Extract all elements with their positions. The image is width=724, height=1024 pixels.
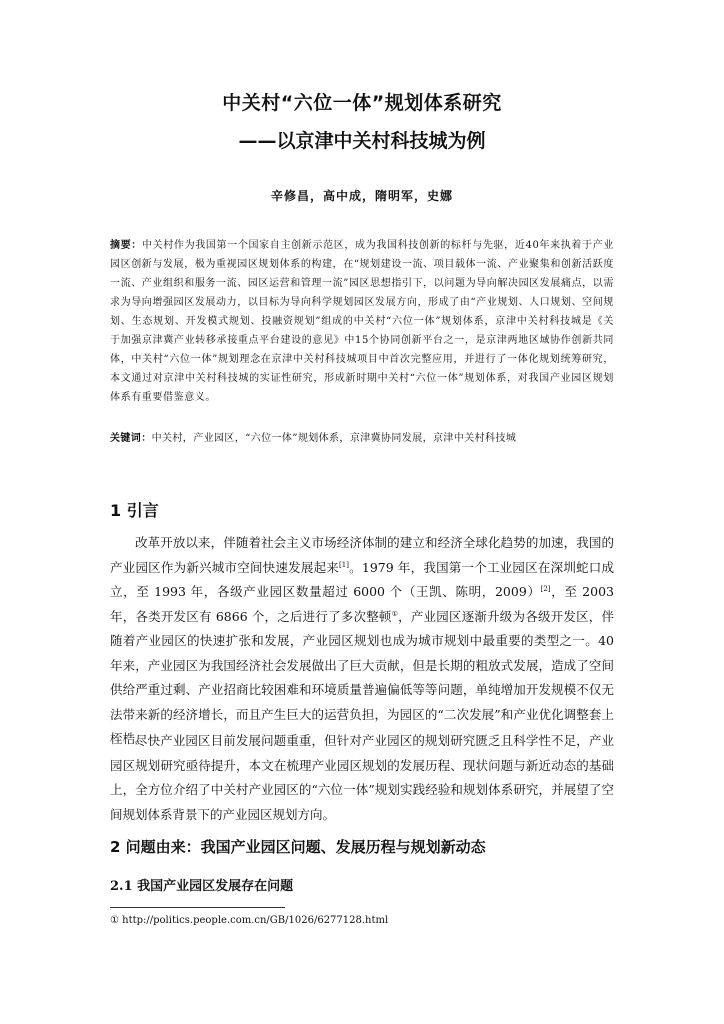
section-1-heading: 1 引言: [110, 501, 159, 520]
footnote-text: ① http://politics.people.com.cn/GB/1026/6277128.html: [110, 915, 389, 926]
section-1-paragraph-2: [110, 729, 614, 827]
author-list: 辛修昌，高中成，隋明军，史娜: [270, 189, 453, 203]
p1-text-a: 改革开放以来，伴随着社会主义市场经济体制的建立和经济全球化趋势的加速，我国的产业园区作为新兴城市空间快速发展起来: [110, 535, 614, 575]
footnote-marker[interactable]: ①: [391, 609, 399, 618]
section-1-paragraph-1: [110, 531, 614, 752]
citation-2[interactable]: [2]: [540, 584, 551, 593]
abstract-text: 中关村作为我国第一个国家自主创新示范区，成为我国科技创新的标杆与先驱，近40年来执着于产业园区创新与发展，极为重视园区规划体系的构建，在“规划建设一流、项目载体一流、产业聚集和创新活跃度一流、产业组织和服务一流、园区运营和管理一流”园区思想指引下，以问题为导向解决园区发展痛点，以需求为导向增强园区发展动力，以目标为导向科学规划园区发展方向，形成了由“产业规划、人口规划、空间规划、生态规划、开发模式规划、投融资规划”组成的中关村“六位一体”规划体系，京津中关村科技城是《关于加强京津冀产业转移承接重点平台建设的意见》中15个协同创新平台之一，是京津两地区域协作创新共同体，中关村“六位一体”规划理念在京津中关村科技城项目中首次完整应用，并进行了一体化规划统筹研究，本文通过对京津中关村科技城的实证性研究，形成新时期中关村“六位一体”规划体系，对我国产业园区规划体系有重要借鉴意义。: [110, 240, 614, 403]
keywords: [110, 429, 614, 448]
abstract-label: 摘要：: [110, 240, 142, 251]
abstract: [110, 236, 614, 407]
section-2-heading: 2 问题由来：我国产业园区问题、发展历程与规划新动态: [110, 838, 486, 856]
section-2-1-heading: 2.1 我国产业园区发展存在问题: [110, 879, 294, 894]
p2-text: 尽快产业园区目前发展问题重重，但针对产业园区的规划研究匮乏且科学性不足，产业园区规划研究亟待提升，本文在梳理产业园区规划的发展历程、现状问题与新近动态的基础上，全方位介绍了中关村产业园区的“六位一体”规划实践经验和规划体系研究，并展望了空间规划体系背景下的产业园区规划方向。: [110, 733, 614, 822]
keywords-text: 中关村，产业园区，“六位一体”规划体系，京津冀协同发展，京津中关村科技城: [151, 433, 517, 444]
paper-subtitle: ——以京津中关村科技城为例: [238, 130, 486, 152]
p1-text-d: ，产业园区逐渐升级为各级开发区，伴随着产业园区的快速扩张和发展，产业园区规划也成为城市规划中最重要的类型之一。40 年来，产业园区为我国经济社会发展做出了巨大贡献，但是长期的粗放式发展，造成了空间供给严重过剩、产业招商比较困难和环境质量普遍偏低等等问题，单纯增加开发规模不仅无法带来新的经济增长，而且产生巨大的运营负担，为园区的“二次发展”和产业优化调整套上桎梏。: [110, 608, 614, 746]
citation-1[interactable]: [1]: [339, 560, 349, 569]
p1-text-c: ，至 2003 年，各类开发区有 6866 个，之后进行了多次整顿: [110, 584, 614, 624]
keywords-label: 关键词：: [110, 433, 152, 444]
footnote-divider: [110, 907, 285, 908]
paper-title: 中关村“六位一体”规划体系研究: [222, 92, 502, 114]
p1-text-b: 。1979 年，我国第一个工业园区在深圳蛇口成立，至 1993 年，各级产业园区数量超过 6000 个（王凯、陈明，2009）: [110, 559, 614, 599]
